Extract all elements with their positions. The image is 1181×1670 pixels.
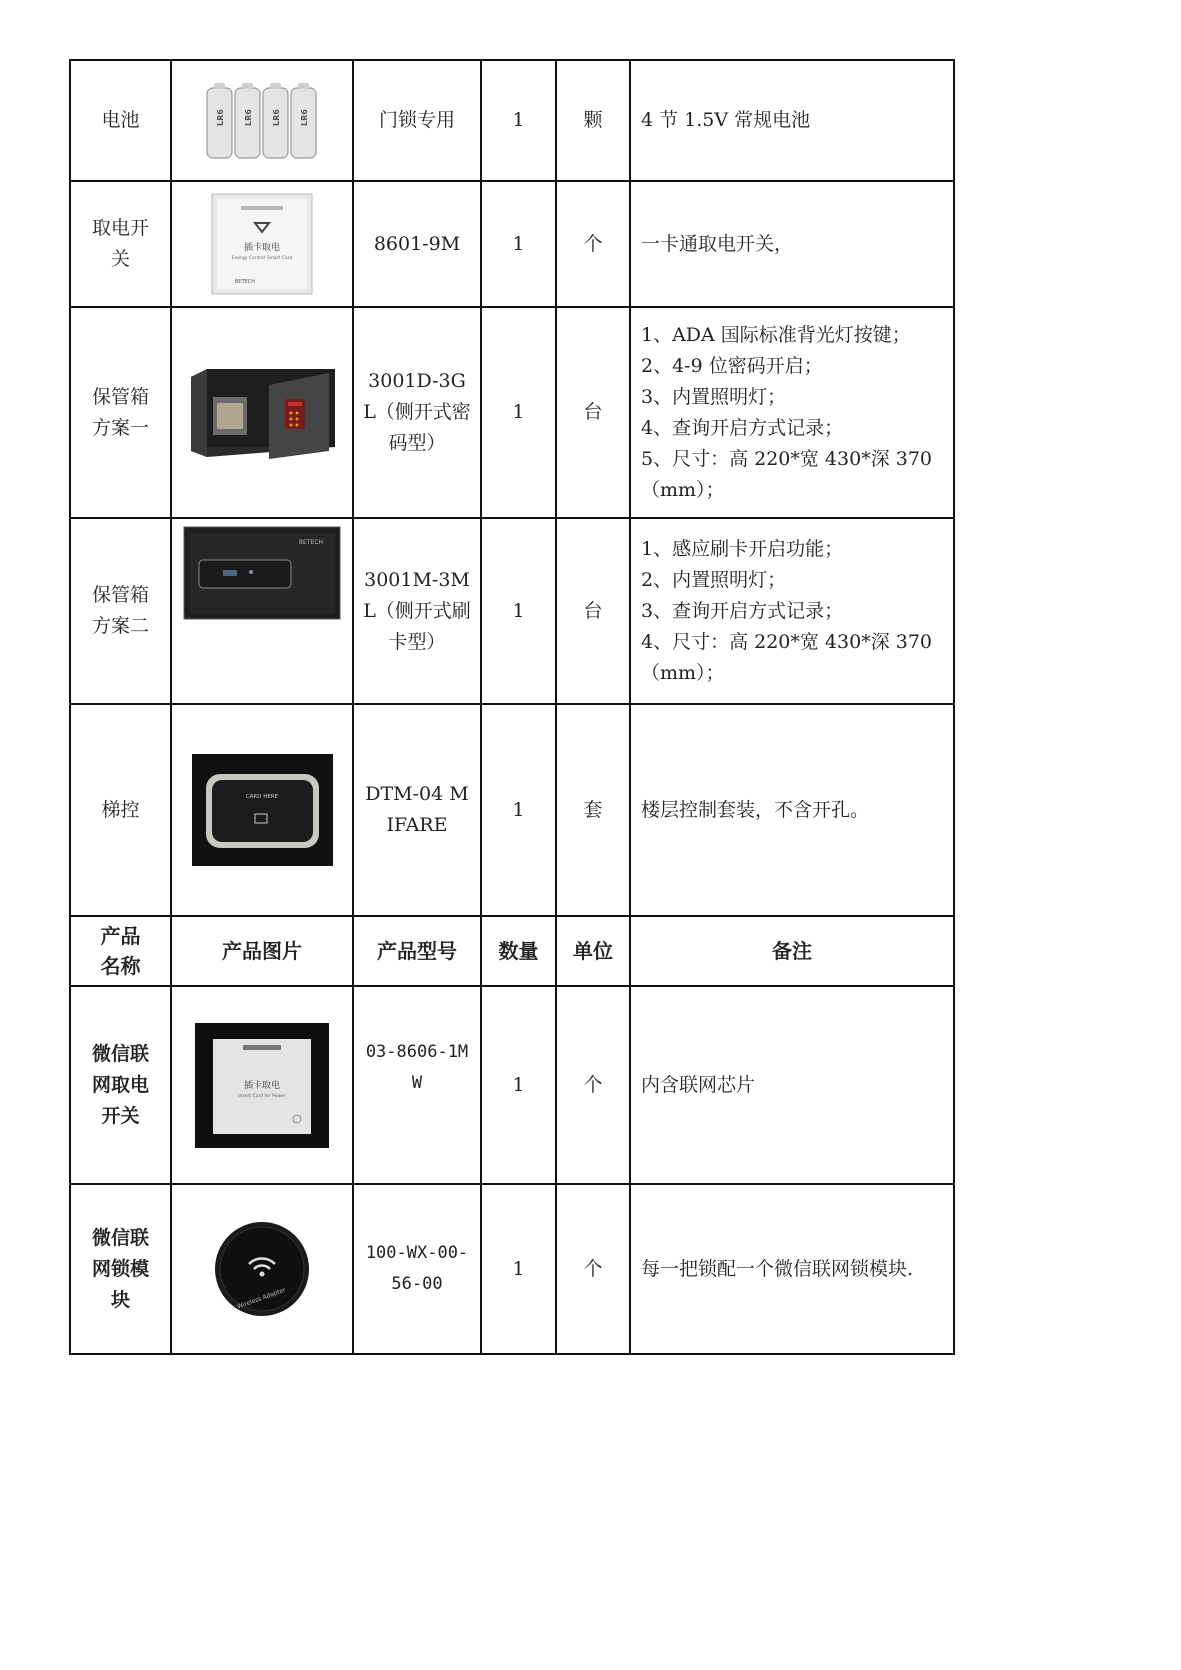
svg-text:插卡取电: 插卡取电 xyxy=(243,1080,281,1091)
product-model: 门锁专用 xyxy=(353,60,481,181)
product-unit: 个 xyxy=(556,986,630,1184)
svg-text:Wireless Adapter: Wireless Adapter xyxy=(236,1286,287,1311)
product-note: 每一把锁配一个微信联网锁模块. xyxy=(630,1184,954,1354)
svg-text:插卡取电: 插卡取电 xyxy=(243,243,281,253)
product-spec-table xyxy=(69,59,955,1355)
product-image-cell xyxy=(171,181,353,307)
product-model: 3001D-3GL（侧开式密码型） xyxy=(353,307,481,518)
safe-keypad-image xyxy=(187,367,337,459)
product-name: 电池 xyxy=(70,60,171,181)
product-name: 保管箱方案二 xyxy=(70,518,171,704)
product-name: 微信联网取电开关 xyxy=(70,986,171,1184)
header-name: 产品名称 xyxy=(70,916,171,986)
product-qty: 1 xyxy=(481,518,556,704)
product-unit: 个 xyxy=(556,1184,630,1354)
product-image-cell xyxy=(171,704,353,916)
table-row xyxy=(70,1184,954,1354)
product-note: 内含联网芯片 xyxy=(630,986,954,1184)
product-qty: 1 xyxy=(481,181,556,307)
product-image-cell xyxy=(171,986,353,1184)
product-unit: 套 xyxy=(556,704,630,916)
product-note: 一卡通取电开关， xyxy=(630,181,954,307)
product-qty: 1 xyxy=(481,307,556,518)
header-image: 产品图片 xyxy=(171,916,353,986)
table-row xyxy=(70,518,954,704)
battery-image xyxy=(205,82,320,160)
product-name: 微信联网锁模块 xyxy=(70,1184,171,1354)
table-row xyxy=(70,60,954,181)
product-model: 8601-9M xyxy=(353,181,481,307)
product-image-cell xyxy=(171,60,353,181)
svg-text:LR6: LR6 xyxy=(243,108,253,126)
product-unit: 台 xyxy=(556,518,630,704)
header-qty: 数量 xyxy=(481,916,556,986)
product-model: 3001M-3ML（侧开式刷卡型） xyxy=(353,518,481,704)
product-model: DTM-04 MIFARE xyxy=(353,704,481,916)
wechat-switch-image xyxy=(195,1023,329,1148)
header-notes: 备注 xyxy=(630,916,954,986)
product-qty: 1 xyxy=(481,986,556,1184)
product-name: 梯控 xyxy=(70,704,171,916)
product-qty: 1 xyxy=(481,1184,556,1354)
safe-card-image xyxy=(183,526,341,621)
svg-text:CARD HERE: CARD HERE xyxy=(245,794,278,800)
svg-text:LR6: LR6 xyxy=(215,108,225,126)
svg-text:BETECH: BETECH xyxy=(298,538,323,546)
product-note: 1、ADA 国际标准背光灯按键； 2、4-9 位密码开启； 3、内置照明灯； 4、查询开启方式记录； 5、尺寸：高 220*宽 430*深 370（mm）； xyxy=(630,307,954,518)
elevator-reader-image xyxy=(192,754,333,866)
product-note: 楼层控制套装，不含开孔。 xyxy=(630,704,954,916)
svg-text:Energy Control Smart Card: Energy Control Smart Card xyxy=(231,256,293,261)
table-row xyxy=(70,986,954,1184)
product-image-cell xyxy=(171,518,353,704)
product-unit: 个 xyxy=(556,181,630,307)
product-name: 取电开关 xyxy=(70,181,171,307)
product-unit: 台 xyxy=(556,307,630,518)
lock-module-image xyxy=(213,1220,311,1318)
product-qty: 1 xyxy=(481,60,556,181)
product-model: 03-8606-1MW xyxy=(353,986,481,1184)
product-note: 4 节 1.5V 常规电池 xyxy=(630,60,954,181)
product-name: 保管箱方案一 xyxy=(70,307,171,518)
svg-text:Insert Card for Power: Insert Card for Power xyxy=(238,1093,286,1099)
product-image-cell xyxy=(171,1184,353,1354)
svg-text:BETECH: BETECH xyxy=(235,279,256,285)
table-header-row xyxy=(70,916,954,986)
header-model: 产品型号 xyxy=(353,916,481,986)
product-qty: 1 xyxy=(481,704,556,916)
svg-text:LR6: LR6 xyxy=(299,108,309,126)
table-row xyxy=(70,307,954,518)
header-unit: 单位 xyxy=(556,916,630,986)
product-model: 100-WX-00-56-00 xyxy=(353,1184,481,1354)
table-row xyxy=(70,181,954,307)
product-unit: 颗 xyxy=(556,60,630,181)
product-image-cell xyxy=(171,307,353,518)
power-switch-image xyxy=(211,193,313,295)
product-note: 1、感应刷卡开启功能； 2、内置照明灯； 3、查询开启方式记录； 4、尺寸：高 220*宽 430*深 370（mm）； xyxy=(630,518,954,704)
table-row xyxy=(70,704,954,916)
svg-text:LR6: LR6 xyxy=(271,108,281,126)
